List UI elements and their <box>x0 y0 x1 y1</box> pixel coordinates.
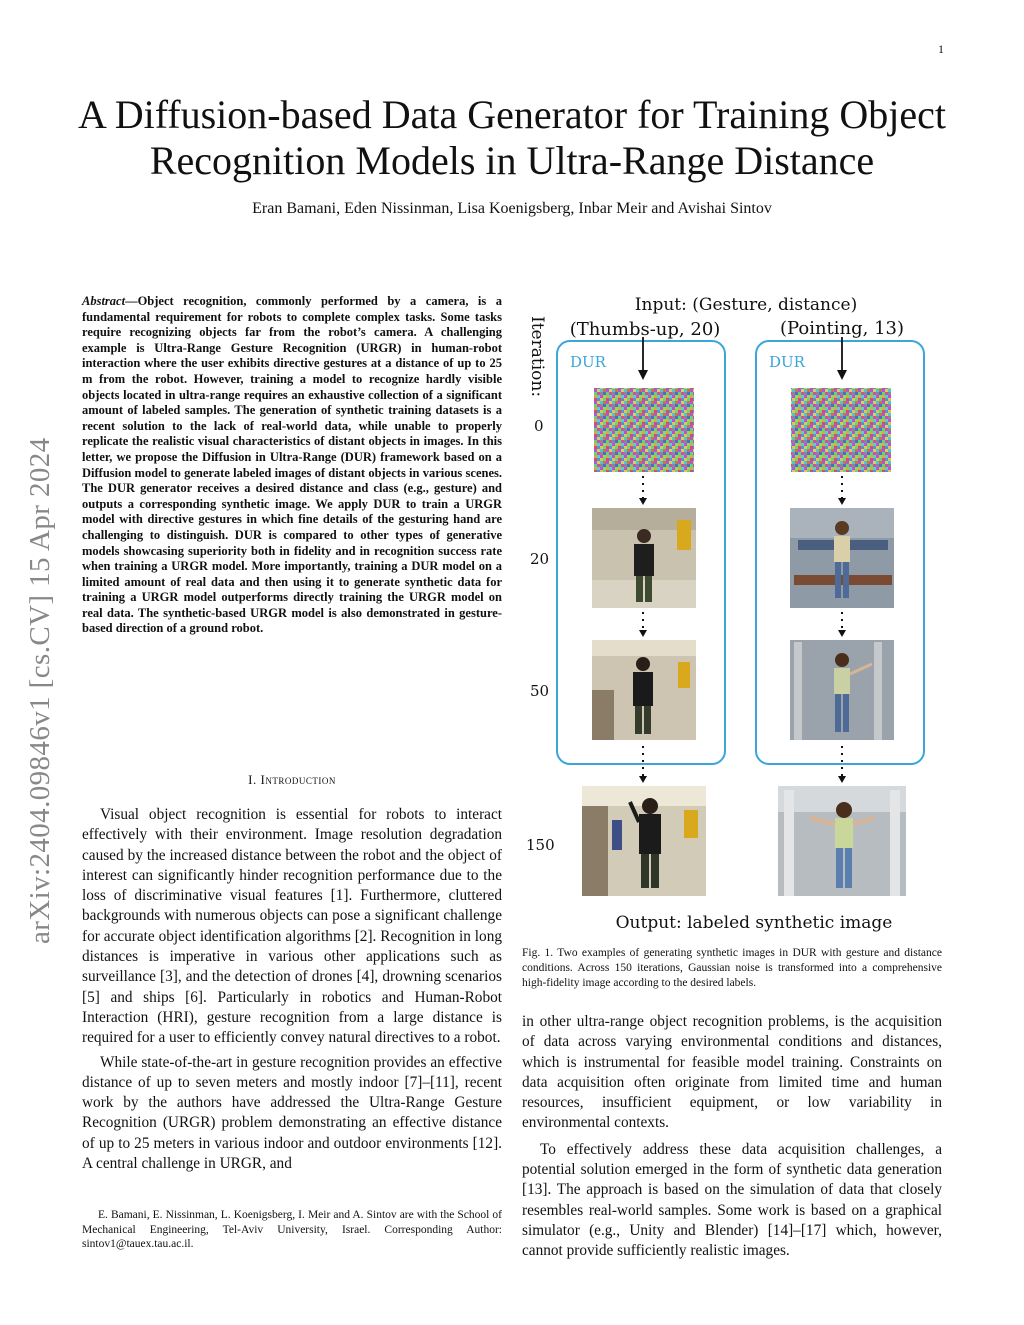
page-number: 1 <box>938 42 944 56</box>
section-heading <box>82 772 502 788</box>
iteration-0-label: 0 <box>534 417 544 435</box>
figure-caption: Fig. 1. Two examples of generating synthetic images in DUR with gesture and distance conditions. Across 150 iterations, Gaussian noise is transformed into a comprehensive high-fidelity image according to the desired labels. <box>522 947 942 989</box>
arrowhead <box>639 498 647 505</box>
intro-paragraph: Visual object recognition is essential for robots to interact effectively with their environment. Image resolution degradation caused by the increased distance between the robot and the object of interest can significantly hinder recognition performance due to the loss of discriminative visual features [1]. Furthermore, cluttered backgrounds with numerous objects can pose a significant challenge for accurate object identification algorithms [2]. Recognition in long distances is imperative in various other applications such as surveillance [3], and the detection of drones [4], drowning scenarios [5] and ships [6]. Particularly in robotics and Human-Robot Interaction (HRI), gesture recognition from a large distance is required for a user to efficiently convey natural directives to a robot. <box>82 806 502 1047</box>
author-list: Eran Bamani, Eden Nissinman, Lisa Koenigsberg, Inbar Meir and Avishai Sintov <box>252 200 772 217</box>
iteration-150-label: 150 <box>526 836 555 854</box>
iteration-20-label: 20 <box>530 550 550 568</box>
iteration-50-label: 50 <box>530 682 550 700</box>
arxiv-stamp: arXiv:2404.09846v1 [cs.CV] 15 Apr 2024 <box>24 437 56 944</box>
right-column-text <box>522 1012 942 1262</box>
section-number: I. <box>248 772 257 787</box>
dur-label-left: DUR <box>570 353 606 371</box>
figure-output-label: Output: labeled synthetic image <box>615 913 893 933</box>
output-image-left <box>582 786 706 896</box>
abstract <box>82 294 502 637</box>
input-arrowhead-right <box>837 370 847 380</box>
figure-1 <box>522 290 952 940</box>
introduction-text <box>82 805 502 1174</box>
dur-label-right: DUR <box>769 353 805 371</box>
arrowhead <box>639 776 647 783</box>
abstract-lead: Abstract <box>82 294 126 308</box>
output-image-right <box>778 786 906 896</box>
figure-input-label: Input: (Gesture, distance) <box>634 295 858 315</box>
arrowhead <box>838 498 846 505</box>
affiliation-footnote: E. Bamani, E. Nissinman, L. Koenigsberg, I. Meir and A. Sintov are with the School of Mechanical Engineering, Tel-Aviv University, Israel. Corresponding Author: sintov1@tauex.tau.ac.il. <box>82 1209 502 1250</box>
left-condition-label: (Thumbs-up, 20) <box>569 319 721 340</box>
right-paragraph: in other ultra-range object recognition problems, is the acquisition of data across varying environmental conditions and distances, which is instrumental for feasible model training. Constraints on data acquisition often originate from limited time and human resources, insufficient equipment, or low variability in environmental contexts. <box>522 1013 942 1132</box>
iteration-axis-label: Iteration: <box>527 316 547 398</box>
abstract-body: —Object recognition, commonly performed by a camera, is a fundamental requirement for robots to complete complex tasks. Some tasks require recognizing objects far from the robot’s camera. A challenging example is Ultra-Range Gesture Recognition (URGR) in human-robot interaction where the user exhibits directive gestures at a distance of up to 25 m from the robot. However, training a model to recognize hardly visible objects located in ultra-range requires an exhaustive collection of a significant amount of labeled samples. The generation of synthetic training datasets is a recent solution to the lack of real-world data, while unable to properly replicate the realistic visual characteristics of distant objects in images. In this letter, we propose the Diffusion in Ultra-Range (DUR) framework based on a Diffusion model to generate labeled images of distant objects in various scenes. The DUR generator receives a desired distance and class (e.g., gesture) and outputs a corresponding synthetic image. We apply DUR to train a URGR model with directive gestures in which fine details of the gesturing hand are challenging to distinguish. DUR is compared to other types of generative models showcasing superiority both in fidelity and in recognition success rate when training a URGR model. More importantly, training a DUR model on a limited amount of real data and then using it to generate synthetic data for training a URGR model outperforms directly training the URGR model on real data. The synthetic-based URGR model is also demonstrated in gesture-based direction of a ground robot. <box>82 294 502 636</box>
generated-image-right-iter20 <box>790 508 894 608</box>
arrowhead <box>639 630 647 637</box>
generated-image-left-iter20 <box>592 508 696 608</box>
paper-title: A Diffusion-based Data Generator for Training Object Recognition Models in Ultra-Range Distance <box>78 92 946 183</box>
arrowhead <box>838 776 846 783</box>
generated-image-left-iter50 <box>592 640 696 740</box>
input-arrowhead-left <box>638 370 648 380</box>
noise-image-left <box>594 388 694 472</box>
section-title: Introduction <box>260 772 336 787</box>
right-paragraph: To effectively address these data acquisition challenges, a potential solution emerged in the form of synthetic data generation [13]. The approach is based on the simulation of data that closely resembles real-world samples. Some work is based on a graphical simulator (e.g., Unity and Blender) [14]–[17] which, however, cannot provide sufficiently realistic images. <box>522 1140 942 1260</box>
arrowhead <box>838 630 846 637</box>
noise-image-right <box>791 388 891 472</box>
intro-paragraph: While state-of-the-art in gesture recognition provides an effective distance of up to seven meters and mostly indoor [7]–[11], recent work by the authors have addressed the Ultra-Range Gesture Recognition (URGR) problem demonstrating an effective distance of up to 25 meters in various indoor and outdoor environments [12]. A central challenge in URGR, and <box>82 1053 502 1173</box>
generated-image-right-iter50 <box>790 640 894 740</box>
right-condition-label: (Pointing, 13) <box>779 318 905 339</box>
